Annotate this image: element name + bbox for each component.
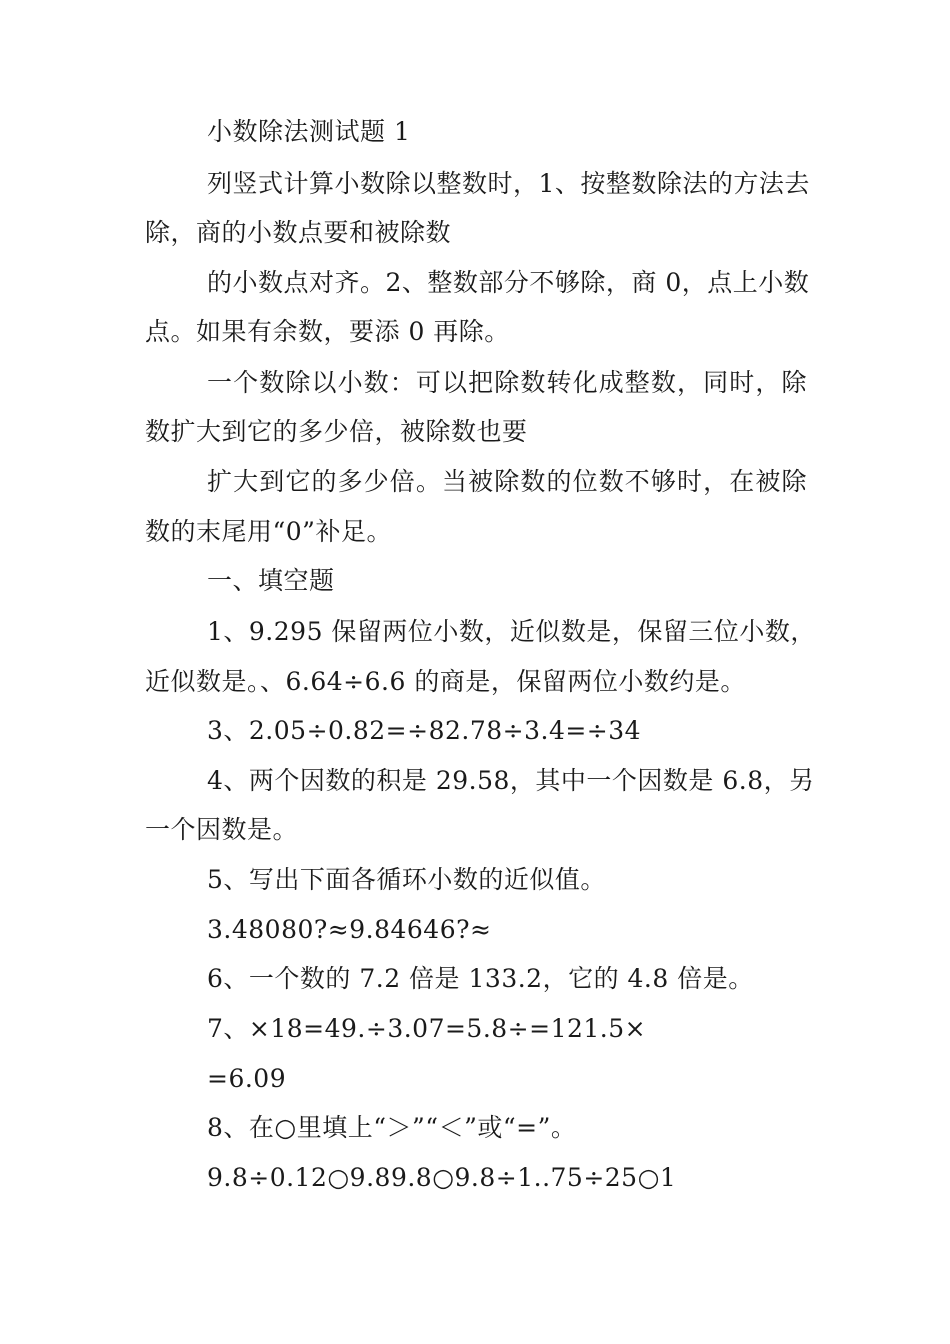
question-8-values: 9.8÷0.12○9.89.8○9.8÷1..75÷25○1 [207, 1163, 677, 1192]
intro-line-5: 一个数除以小数：可以把除数转化成整数，同时，除 [207, 368, 807, 397]
intro-line-1: 列竖式计算小数除以整数时，1、按整数除法的方法去 [207, 169, 810, 198]
intro-line-4: 点。如果有余数，要添 0 再除。 [145, 317, 510, 346]
question-1-line-1: 1、9.295 保留两位小数，近似数是，保留三位小数， [207, 617, 816, 646]
intro-line-8: 数的末尾用“0”补足。 [145, 517, 392, 546]
intro-line-6: 数扩大到它的多少倍，被除数也要 [145, 417, 528, 446]
question-4-line-2: 一个因数是。 [145, 815, 299, 844]
question-1-line-2: 近似数是。、6.64÷6.6 的商是，保留两位小数约是。 [145, 667, 746, 696]
intro-line-2: 除，商的小数点要和被除数 [145, 218, 452, 247]
intro-line-7: 扩大到它的多少倍。当被除数的位数不够时，在被除 [207, 467, 807, 496]
document-title: 小数除法测试题 1 [207, 117, 411, 146]
question-7-line-1: 7、×18=49.÷3.07=5.8÷=121.5× [207, 1014, 647, 1043]
question-8: 8、在○里填上“＞”“＜”或“=”。 [207, 1113, 577, 1142]
question-5: 5、写出下面各循环小数的近似值。 [207, 865, 606, 894]
section-heading: 一、填空题 [207, 566, 335, 595]
question-5-values: 3.48080?≈9.84646?≈ [207, 915, 492, 944]
question-4-line-1: 4、两个因数的积是 29.58，其中一个因数是 6.8，另 [207, 766, 815, 795]
question-7-line-2: =6.09 [207, 1064, 287, 1093]
question-3: 3、2.05÷0.82=÷82.78÷3.4=÷34 [207, 716, 642, 745]
intro-line-3: 的小数点对齐。2、整数部分不够除，商 0，点上小数 [207, 268, 810, 297]
question-6: 6、一个数的 7.2 倍是 133.2，它的 4.8 倍是。 [207, 964, 754, 993]
